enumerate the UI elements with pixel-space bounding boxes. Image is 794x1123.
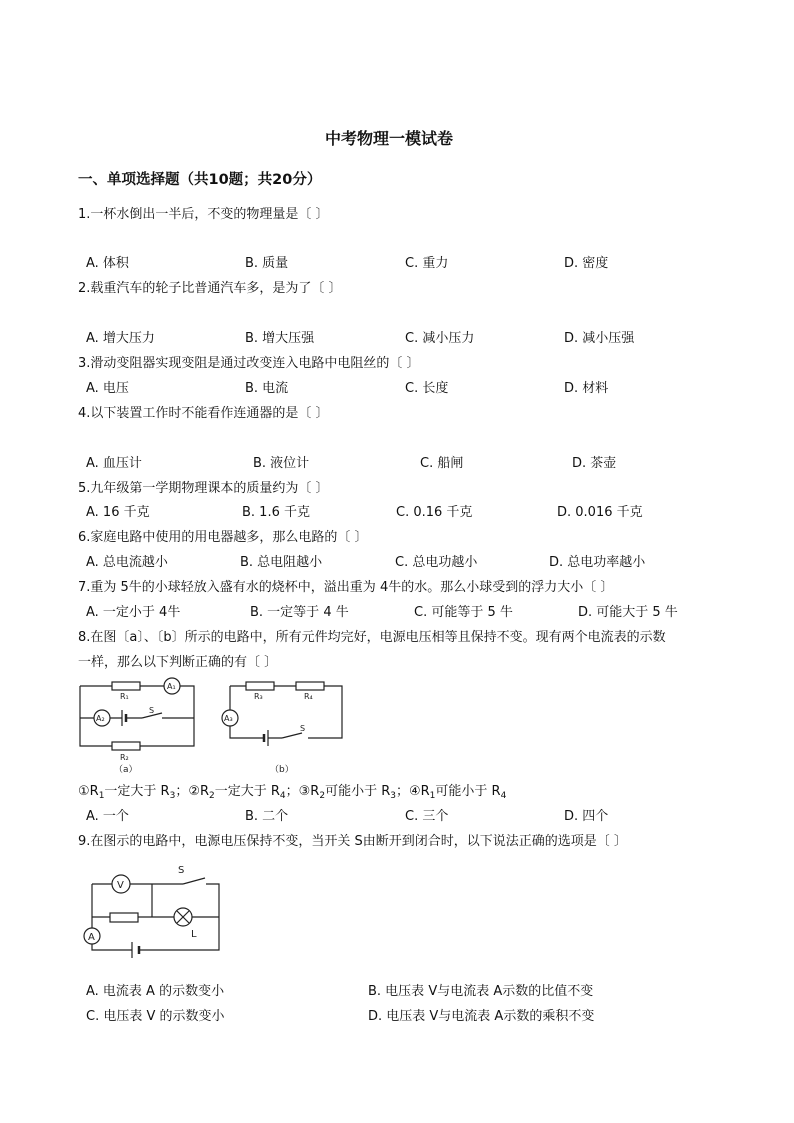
stmt-sub: 4 [279,791,286,801]
q2-option-c: C. 减小压力 [405,331,475,346]
q4-option-b: B. 液位计 [253,456,310,471]
stmt-text: 可能小于 R [325,784,391,799]
q6-option-d: D. 总电功率越小 [549,555,646,570]
question-4: 4.以下装置工作时不能看作连通器的是〔 〕 [78,406,329,421]
q4-option-c: C. 船闸 [420,456,464,471]
q5-option-a: A. 16 千克 [86,505,150,520]
question-5: 5.九年级第一学期物理课本的质量约为〔 〕 [78,481,329,496]
q9-option-c: C. 电压表 V 的示数变小 [86,1009,225,1024]
question-8-line-2: 一样，那么以下判断正确的有〔 〕 [78,655,278,670]
q4-option-a: A. 血压计 [86,456,142,471]
question-8-line-1: 8.在图〔a〕、〔b〕所示的电路中，所有元件均完好，电源电压相等且保持不变。现有两个电流表的示数 [78,630,666,645]
stmt-text: ①R [78,784,99,799]
stmt-sub: 3 [390,791,396,801]
fig-b-r4-label: R₄ [304,692,313,701]
stmt-text: ；②R [175,784,210,799]
question-3: 3.滑动变阻器实现变阻是通过改变连入电路中电阻丝的〔 〕 [78,356,420,371]
fig-a-r1-label: R₁ [120,692,129,701]
stmt-sub: 4 [500,791,507,801]
q3-option-d: D. 材料 [564,381,609,396]
q1-option-a: A. 体积 [86,256,129,271]
q1-option-d: D. 密度 [564,256,609,271]
q2-option-a: A. 增大压力 [86,331,155,346]
stmt-text: 一定大于 R [214,784,280,799]
q6-option-b: B. 总电阻越小 [240,555,323,570]
stmt-text: 可能小于 R [435,784,501,799]
fig-a-caption: （a） [114,765,138,775]
q9-ammeter-label: A [88,932,95,943]
question-2: 2.载重汽车的轮子比普通汽车多，是为了〔 〕 [78,281,342,296]
question-1: 1.一杯水倒出一半后，不变的物理量是〔 〕 [78,207,329,222]
q7-option-a: A. 一定小于 4牛 [86,605,181,620]
q9-circuit-figure [78,860,228,964]
fig-a-a1-label: A₁ [167,682,176,691]
q7-option-b: B. 一定等于 4 牛 [250,605,349,620]
question-9: 9.在图示的电路中，电源电压保持不变，当开关 S由断开到闭合时，以下说法正确的选项是〔 〕 [78,834,627,849]
q8-option-a: A. 一个 [86,809,129,824]
page-title: 中考物理一模试卷 [325,129,454,148]
stmt-sub: 1 [429,791,436,801]
section-heading: 一、单项选择题（共10题；共20分） [78,172,322,188]
q5-option-d: D. 0.016 千克 [557,505,643,520]
fig-a-s-label: S [149,706,155,715]
q2-option-b: B. 增大压强 [245,331,315,346]
q3-option-b: B. 电流 [245,381,289,396]
fig-b-r3-label: R₃ [254,692,263,701]
q7-option-d: D. 可能大于 5 牛 [578,605,678,620]
q9-option-d: D. 电压表 V与电流表 A示数的乘积不变 [368,1009,595,1024]
q7-option-c: C. 可能等于 5 牛 [414,605,513,620]
q9-voltmeter-label: V [117,880,124,891]
stmt-sub: 2 [319,791,326,801]
stmt-sub: 3 [169,791,176,801]
stmt-text: ；④R [395,784,430,799]
q8-circuit-figure [76,676,356,776]
q9-option-b: B. 电压表 V与电流表 A示数的比值不变 [368,984,594,999]
stmt-sub: 1 [98,791,105,801]
q6-option-c: C. 总电功越小 [395,555,478,570]
q1-option-b: B. 质量 [245,256,289,271]
fig-a-a2-label: A₂ [96,714,105,723]
q5-option-c: C. 0.16 千克 [396,505,473,520]
question-6: 6.家庭电路中使用的用电器越多，那么电路的〔 〕 [78,530,368,545]
q8-option-c: C. 三个 [405,809,449,824]
fig-b-caption: （b） [270,765,294,775]
question-7: 7.重为 5牛的小球轻放入盛有水的烧杯中，溢出重为 4牛的水。那么小球受到的浮力大小〔 〕 [78,580,614,595]
fig-b-a3-label: A₃ [224,714,233,723]
q6-option-a: A. 总电流越小 [86,555,168,570]
q8-statements [78,780,506,799]
stmt-text: ；③R [285,784,320,799]
q9-lamp-label: L [191,929,197,940]
q5-option-b: B. 1.6 千克 [242,505,310,520]
q8-option-d: D. 四个 [564,809,609,824]
stmt-text: 一定大于 R [104,784,170,799]
q3-option-a: A. 电压 [86,381,129,396]
stmt-sub: 2 [209,791,215,801]
q3-option-c: C. 长度 [405,381,449,396]
q4-option-d: D. 茶壶 [572,456,617,471]
q9-switch-label: S [178,865,185,876]
fig-a-r2-label: R₂ [120,753,129,762]
q8-option-b: B. 二个 [245,809,289,824]
q9-option-a: A. 电流表 A 的示数变小 [86,984,225,999]
q1-option-c: C. 重力 [405,256,449,271]
q2-option-d: D. 减小压强 [564,331,635,346]
fig-b-s-label: S [300,724,306,733]
